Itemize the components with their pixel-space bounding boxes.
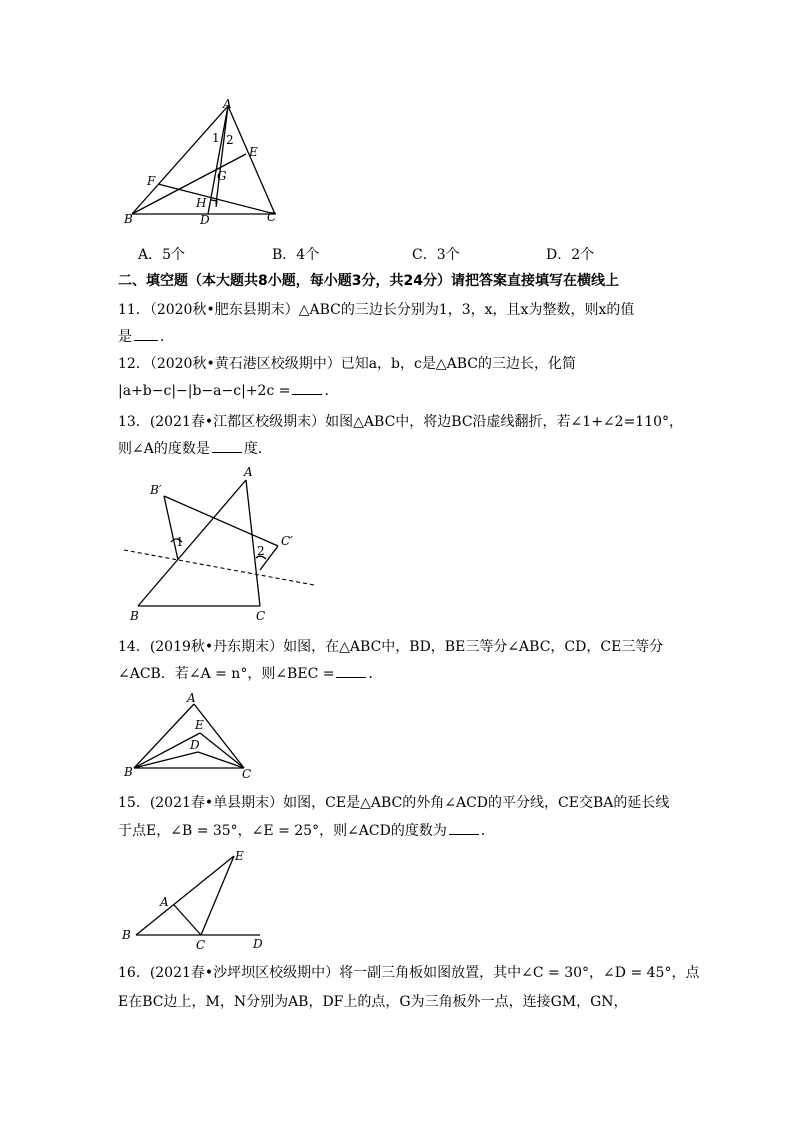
figure-fold-triangle [120,462,320,624]
figure-exterior-angle [120,846,280,954]
q15-line2: 于点E，∠B = 35°，∠E = 25°，则∠ACD的度数为 ． [118,823,495,839]
option-c: C．3个 [412,247,460,263]
fig1-label-2: 2 [226,133,234,147]
fig2-label-C: C [256,609,266,623]
fig1-label-A: A [223,97,232,111]
option-d: D．2个 [546,247,595,263]
q12-line2: |a+b−c|−|b−a−c|+2c = ． [118,383,339,399]
figure-trisect-triangle [120,690,260,782]
fig1-label-G: G [217,169,227,183]
q12-line1: 12．（2020秋•黄石港区校级期中）已知a，b，c是△ABC的三边长，化简 [118,356,576,372]
fig2-label-2: 2 [257,544,265,558]
answer-blank[interactable] [134,328,158,341]
fig2-label-1: 1 [176,535,184,549]
fig2-label-B: B [130,609,139,623]
fig1-label-D: D [200,213,210,227]
fig4-label-D: D [253,937,263,951]
fig2-label-A: A [244,465,253,479]
fig4-label-C: C [196,938,206,952]
q13-line1: 13．(2021春•江都区校级期末）如图△ABC中，将边BC沿虚线翻折，若∠1+∠2=110°， [118,414,684,430]
q16-line1: 16．(2021春•沙坪坝区校级期中）将一副三角板如图放置，其中∠C = 30°，∠D = 45°，点 [118,965,700,981]
fig4-label-E: E [235,849,244,863]
fig4-label-B: B [122,928,131,942]
q11-line2: 是 ． [118,329,174,345]
fig1-label-F: F [147,174,156,188]
option-b: B．4个 [272,247,320,263]
fig2-label-Cprime: C′ [281,534,293,548]
option-a: A．5个 [138,247,186,263]
figure-triangle-1 [120,96,290,228]
q16-line2: E在BC边上，M，N分别为AB，DF上的点，G为三角板外一点，连接GM，GN， [118,994,628,1010]
q14-line1: 14．(2019秋•丹东期末）如图，在△ABC中，BD，BE三等分∠ABC，CD，CE三等分 [118,639,664,655]
fig3-label-E: E [195,718,204,732]
q15-line1: 15．(2021春•单县期末）如图，CE是△ABC的外角∠ACD的平分线，CE交BA的延长线 [118,795,670,811]
fig1-label-C: C [267,210,277,224]
answer-blank[interactable] [336,665,366,678]
section-heading: 二、填空题（本大题共8小题，每小题3分，共24分）请把答案直接填写在横线上 [118,273,619,289]
q11-line1: 11．（2020秋•肥东县期末）△ABC的三边长分别为1，3，x，且x为整数，则x的值 [118,302,635,318]
fig3-label-B: B [124,765,133,779]
answer-blank[interactable] [212,440,242,453]
fig1-label-1: 1 [212,131,220,145]
fig3-label-D: D [190,738,200,752]
fig1-label-H: H [196,196,207,210]
fig1-label-E: E [249,145,258,159]
fig2-label-Bprime: B′ [150,483,162,497]
fig1-label-B: B [124,212,133,226]
fig3-label-A: A [187,691,196,705]
fig3-label-C: C [242,767,252,781]
q13-line2: 则∠A的度数是 度． [118,441,272,457]
answer-blank[interactable] [292,382,322,395]
fig4-label-A: A [160,895,169,909]
answer-blank[interactable] [449,822,479,835]
q14-line2: ∠ACB．若∠A = n°，则∠BEC = ． [118,666,383,682]
